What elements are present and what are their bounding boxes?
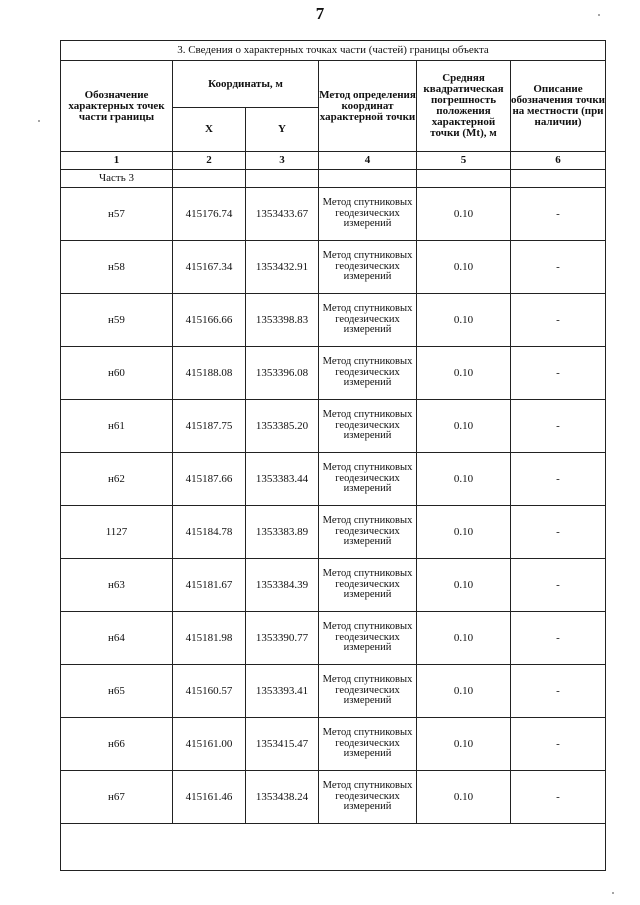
- coord-x-cell: 415166.66: [173, 294, 246, 347]
- coord-x-cell: 415161.00: [173, 718, 246, 771]
- table-row: [61, 506, 606, 559]
- header-accuracy: Средняя квадратическая погрешность положения характерной точки (Mt), м: [417, 61, 511, 152]
- part-label: Часть 3: [61, 170, 173, 188]
- table-row: [61, 665, 606, 718]
- accuracy-cell: 0.10: [417, 188, 511, 241]
- coord-y-cell: 1353383.44: [246, 453, 319, 506]
- method-cell: Метод спутниковых геодезических измерений: [319, 188, 417, 241]
- method-cell: Метод спутниковых геодезических измерений: [319, 506, 417, 559]
- coord-x-cell: 415161.46: [173, 771, 246, 824]
- table-row: [61, 347, 606, 400]
- empty-row: [61, 824, 606, 871]
- point-name-cell: н66: [61, 718, 173, 771]
- description-cell: -: [511, 506, 606, 559]
- accuracy-cell: 0.10: [417, 506, 511, 559]
- coord-x-cell: 415160.57: [173, 665, 246, 718]
- description-cell: -: [511, 294, 606, 347]
- table-row: [61, 559, 606, 612]
- coord-x-cell: 415181.98: [173, 612, 246, 665]
- header-description: Описание обозначения точки на местности (при наличии): [511, 61, 606, 152]
- accuracy-cell: 0.10: [417, 665, 511, 718]
- point-name-cell: н60: [61, 347, 173, 400]
- point-name-cell: н63: [61, 559, 173, 612]
- coord-x-cell: 415167.34: [173, 241, 246, 294]
- description-cell: -: [511, 771, 606, 824]
- scan-speck: [612, 892, 614, 894]
- accuracy-cell: 0.10: [417, 559, 511, 612]
- table-row: [61, 400, 606, 453]
- method-cell: Метод спутниковых геодезических измерений: [319, 400, 417, 453]
- column-number: 4: [319, 152, 417, 170]
- column-number: 6: [511, 152, 606, 170]
- point-name-cell: н58: [61, 241, 173, 294]
- description-cell: -: [511, 559, 606, 612]
- point-name-cell: 1127: [61, 506, 173, 559]
- table-row: [61, 453, 606, 506]
- method-cell: Метод спутниковых геодезических измерений: [319, 771, 417, 824]
- column-number: 2: [173, 152, 246, 170]
- table-row: [61, 188, 606, 241]
- coord-y-cell: 1353433.67: [246, 188, 319, 241]
- header-y: Y: [246, 108, 319, 152]
- point-name-cell: н62: [61, 453, 173, 506]
- scan-speck: [38, 120, 40, 122]
- coord-y-cell: 1353385.20: [246, 400, 319, 453]
- table-row: [61, 294, 606, 347]
- column-number: 3: [246, 152, 319, 170]
- table-row: [61, 771, 606, 824]
- accuracy-cell: 0.10: [417, 718, 511, 771]
- accuracy-cell: 0.10: [417, 294, 511, 347]
- table-row: [61, 718, 606, 771]
- coord-y-cell: 1353415.47: [246, 718, 319, 771]
- coord-y-cell: 1353384.39: [246, 559, 319, 612]
- coord-y-cell: 1353396.08: [246, 347, 319, 400]
- header-x: X: [173, 108, 246, 152]
- description-cell: -: [511, 241, 606, 294]
- accuracy-cell: 0.10: [417, 347, 511, 400]
- point-name-cell: н61: [61, 400, 173, 453]
- method-cell: Метод спутниковых геодезических измерений: [319, 718, 417, 771]
- coord-x-cell: 415188.08: [173, 347, 246, 400]
- coord-y-cell: 1353383.89: [246, 506, 319, 559]
- description-cell: -: [511, 665, 606, 718]
- point-name-cell: н65: [61, 665, 173, 718]
- description-cell: -: [511, 718, 606, 771]
- description-cell: -: [511, 188, 606, 241]
- coord-y-cell: 1353438.24: [246, 771, 319, 824]
- method-cell: Метод спутниковых геодезических измерений: [319, 559, 417, 612]
- method-cell: Метод спутниковых геодезических измерений: [319, 612, 417, 665]
- accuracy-cell: 0.10: [417, 400, 511, 453]
- coord-x-cell: 415181.67: [173, 559, 246, 612]
- coord-x-cell: 415187.66: [173, 453, 246, 506]
- description-cell: -: [511, 612, 606, 665]
- header-method: Метод определения координат характерной точки: [319, 61, 417, 152]
- accuracy-cell: 0.10: [417, 241, 511, 294]
- column-number: 5: [417, 152, 511, 170]
- header-coordinates: Координаты, м: [173, 61, 319, 108]
- boundary-points-table: [60, 40, 606, 871]
- point-name-cell: н67: [61, 771, 173, 824]
- coord-x-cell: 415176.74: [173, 188, 246, 241]
- point-name-cell: н64: [61, 612, 173, 665]
- table-row: [61, 241, 606, 294]
- method-cell: Метод спутниковых геодезических измерений: [319, 347, 417, 400]
- coord-y-cell: 1353398.83: [246, 294, 319, 347]
- point-name-cell: н59: [61, 294, 173, 347]
- description-cell: -: [511, 453, 606, 506]
- accuracy-cell: 0.10: [417, 771, 511, 824]
- method-cell: Метод спутниковых геодезических измерений: [319, 665, 417, 718]
- method-cell: Метод спутниковых геодезических измерений: [319, 453, 417, 506]
- header-designation: Обозначение характерных точек части границы: [61, 61, 173, 152]
- description-cell: -: [511, 400, 606, 453]
- section-title: 3. Сведения о характерных точках части (частей) границы объекта: [61, 41, 606, 61]
- column-number: 1: [61, 152, 173, 170]
- coord-y-cell: 1353390.77: [246, 612, 319, 665]
- method-cell: Метод спутниковых геодезических измерений: [319, 241, 417, 294]
- accuracy-cell: 0.10: [417, 453, 511, 506]
- coord-x-cell: 415184.78: [173, 506, 246, 559]
- point-name-cell: н57: [61, 188, 173, 241]
- table-row: [61, 612, 606, 665]
- coord-x-cell: 415187.75: [173, 400, 246, 453]
- scan-speck: [598, 14, 600, 16]
- coord-y-cell: 1353432.91: [246, 241, 319, 294]
- description-cell: -: [511, 347, 606, 400]
- coord-y-cell: 1353393.41: [246, 665, 319, 718]
- method-cell: Метод спутниковых геодезических измерений: [319, 294, 417, 347]
- page-number: 7: [315, 4, 325, 23]
- accuracy-cell: 0.10: [417, 612, 511, 665]
